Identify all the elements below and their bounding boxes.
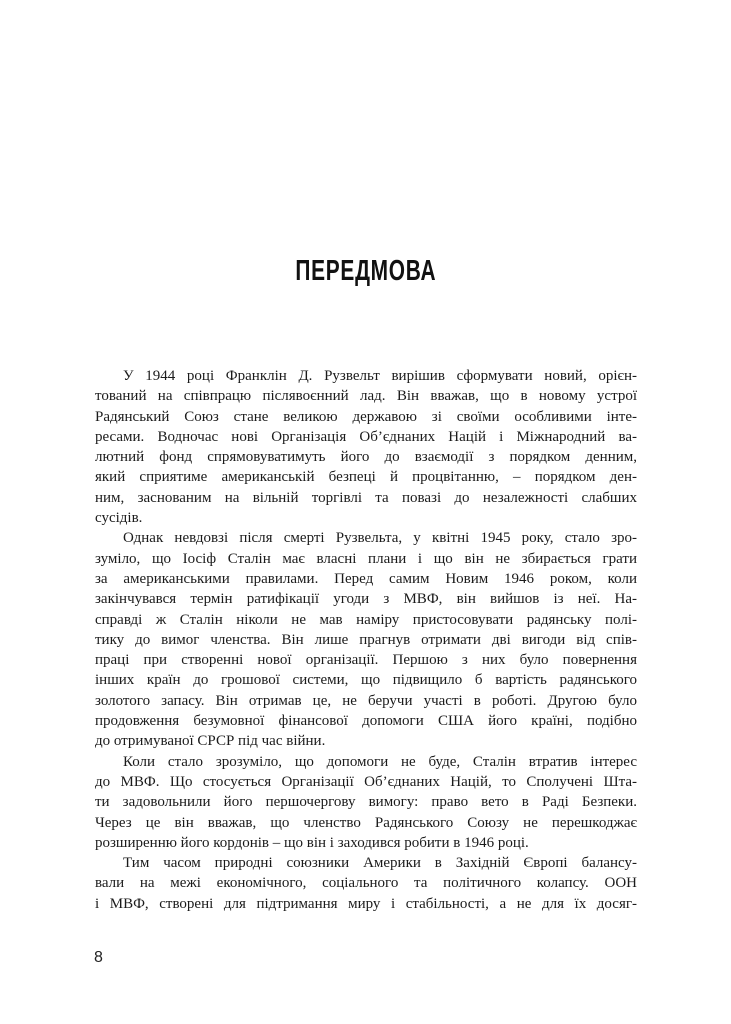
text-line: який сприятиме американській безпеці й процвітанню, – порядком ден- (95, 469, 637, 486)
text-line: Тим часом природні союзники Америки в Західній Європі балансу- (123, 855, 637, 872)
paragraph (95, 853, 637, 914)
text-line: Через це він вважав, що членство Радянського Союзу не перешкоджає (95, 814, 637, 831)
text-line: інших країн до грошової системи, що підвищило б вартість радянського (95, 672, 637, 689)
chapter-title-text: ПЕРЕДМОВА (295, 255, 436, 287)
text-line: У 1944 році Франклін Д. Рузвельт вирішив сформувати новий, орієн- (123, 368, 637, 384)
text-line: ним, заснованим на вільній торгівлі та повазі до незалежності слабших (95, 489, 637, 506)
page-number: 8 (94, 949, 103, 966)
text-line: Однак невдовзі після смерті Рузвельта, у квітні 1945 року, стало зро- (123, 530, 637, 547)
text-line: ти задовольнили його першочергову вимогу: право вето в Раді Безпеки. (95, 794, 637, 811)
text-line: закінчувався термін ратифікації угоди з МВФ, він вийшов із неї. На- (95, 591, 637, 608)
text-line: золотого запасу. Він отримав це, не беручи участі в роботі. Другою було (95, 692, 637, 709)
text-line: тику до вимог членства. Він лише прагнув отримати дві вигоди від спів- (95, 631, 637, 648)
text-line: тований на співпрацю післявоєнний лад. Він вважав, що в новому устрої (95, 388, 637, 405)
text-line: справді ж Сталін ніколи не мав наміру пристосовувати радянську полі- (95, 611, 637, 628)
paragraph (95, 528, 637, 751)
text-line: вали на межі економічного, соціального та політичного колапсу. ООН (95, 875, 637, 892)
text-line: Коли стало зрозуміло, що допомоги не буде, Сталін втратив інтерес (123, 753, 637, 770)
text-line: до отримуваної СРСР під час війни. (95, 733, 326, 750)
text-line: Радянський Союз стане великою державою зі своїми особливими інте- (95, 408, 637, 425)
text-line: сусідів. (95, 510, 143, 527)
text-line: і МВФ, створені для підтримання миру і стабільності, а не для їх досяг- (95, 895, 637, 912)
paragraph (95, 366, 637, 528)
text-line: розширенню його кордонів – що він і заходився робити в 1946 році. (95, 834, 529, 851)
paragraph (95, 752, 637, 853)
text-line: продовження безумовної фінансової допомоги США його країні, подібно (95, 713, 637, 730)
text-line: зуміло, що Іосіф Сталін має власні плани і що він не збирається грати (95, 550, 637, 567)
body-text (95, 366, 637, 914)
text-line: до МВФ. Що стосується Організації Об’єднаних Націй, то Сполучені Шта- (95, 773, 637, 790)
chapter-title (0, 254, 731, 288)
text-line: за американськими правилами. Перед самим Новим 1946 роком, коли (95, 570, 637, 587)
text-line: праці при створенні нової організації. Першою з них було повернення (95, 652, 637, 669)
text-line: ресами. Водночас нові Організація Об’єднаних Націй і Міжнародний ва- (95, 428, 637, 445)
text-line: лютний фонд спрямовуватимуть його до взаємодії з порядком денним, (95, 449, 637, 466)
